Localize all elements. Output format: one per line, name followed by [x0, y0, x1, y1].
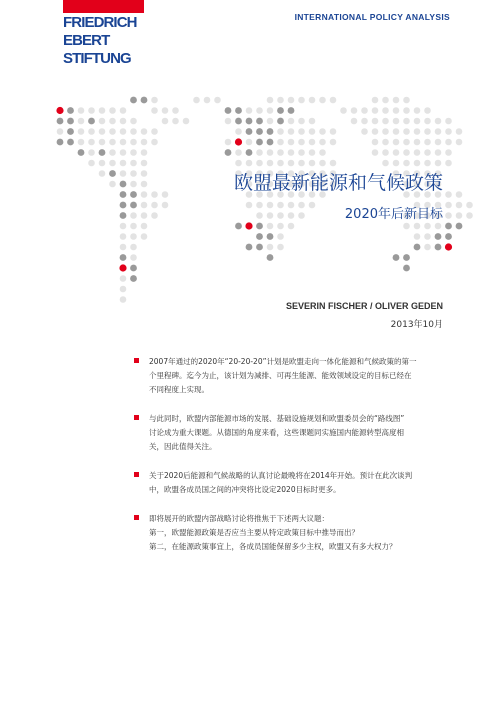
map-dot [245, 222, 252, 229]
map-dot [309, 118, 316, 125]
map-dot [119, 264, 126, 271]
map-dot [267, 244, 274, 251]
map-dot [319, 160, 326, 167]
map-dot [256, 139, 263, 146]
map-dot [67, 139, 74, 146]
map-dot [372, 107, 379, 114]
map-dot [424, 160, 431, 167]
document-subtitle: 2020年后新目标 [344, 207, 443, 222]
map-dot [277, 118, 284, 125]
map-dot [403, 160, 410, 167]
map-dot [382, 139, 389, 146]
map-dot [424, 233, 431, 240]
map-dot [88, 160, 95, 167]
map-dot [141, 212, 148, 219]
map-dot [88, 149, 95, 156]
map-dot [319, 97, 326, 104]
map-dot [298, 128, 305, 135]
map-dot [351, 118, 358, 125]
map-dot [246, 118, 253, 125]
map-dot [288, 118, 295, 125]
map-dot [151, 97, 158, 104]
map-dot [120, 128, 127, 135]
map-dot [99, 128, 106, 135]
map-dot [340, 107, 347, 114]
map-dot [67, 107, 74, 114]
map-dot [151, 139, 158, 146]
map-dot [351, 107, 358, 114]
map-dot [403, 128, 410, 135]
map-dot [372, 97, 379, 104]
map-dot [214, 97, 221, 104]
map-dot [330, 128, 337, 135]
map-dot [151, 212, 158, 219]
map-dot [382, 160, 389, 167]
map-dot [193, 97, 200, 104]
map-dot [424, 118, 431, 125]
map-dot [445, 223, 452, 230]
map-dot [130, 275, 137, 282]
map-dot [309, 97, 316, 104]
map-dot [109, 118, 116, 125]
map-dot [162, 107, 169, 114]
map-dot [99, 160, 106, 167]
map-dot [57, 128, 64, 135]
map-dot [141, 97, 148, 104]
map-dot [298, 139, 305, 146]
map-dot [288, 128, 295, 135]
map-dot [141, 223, 148, 230]
bullet-item [140, 512, 443, 554]
map-dot [267, 160, 274, 167]
map-dot [414, 160, 421, 167]
map-dot [435, 233, 442, 240]
map-dot [130, 170, 137, 177]
map-dot [466, 202, 473, 209]
publication-date: 2013年10月 [390, 320, 443, 330]
map-dot [267, 202, 274, 209]
map-dot [319, 128, 326, 135]
map-dot [382, 149, 389, 156]
map-dot [256, 128, 263, 135]
map-dot [88, 118, 95, 125]
map-dot [235, 128, 242, 135]
map-dot [424, 107, 431, 114]
map-dot [393, 160, 400, 167]
map-dot [267, 118, 274, 125]
map-dot [130, 212, 137, 219]
map-dot [456, 139, 463, 146]
map-dot [456, 128, 463, 135]
map-dot [456, 202, 463, 209]
map-dot [130, 128, 137, 135]
map-dot [120, 107, 127, 114]
map-dot [120, 160, 127, 167]
map-dot [414, 149, 421, 156]
map-dot [403, 139, 410, 146]
map-dot [130, 181, 137, 188]
map-dot [78, 107, 85, 114]
map-dot [141, 139, 148, 146]
map-dot [256, 118, 263, 125]
map-dot [435, 149, 442, 156]
map-dot [109, 128, 116, 135]
map-dot [162, 118, 169, 125]
map-dot [424, 139, 431, 146]
map-dot [372, 118, 379, 125]
map-dot [141, 170, 148, 177]
map-dot [330, 139, 337, 146]
map-dot [130, 265, 137, 272]
logo-line-3: STIFTUNG [63, 50, 131, 67]
map-dot [288, 97, 295, 104]
logo-line-2: EBERT [63, 32, 110, 49]
map-dot [298, 97, 305, 104]
map-dot [225, 139, 232, 146]
map-dot [382, 97, 389, 104]
map-dot [99, 139, 106, 146]
map-dot [120, 275, 127, 282]
map-dot [424, 128, 431, 135]
map-dot [414, 139, 421, 146]
bullet-text: 即将展开的欧盟内部战略讨论将推焦于下述两大议题： 第一，欧盟能源政策是否应当主要从特定政策目标中推导而出？ 第二，在能源政策事宜上，各成员国能保留多少主权，欧盟又有多大权力？ [149, 514, 397, 551]
map-dot [445, 202, 452, 209]
map-dot [162, 191, 169, 198]
map-dot [445, 139, 452, 146]
map-dot [88, 128, 95, 135]
map-dot [151, 202, 158, 209]
map-dot [309, 160, 316, 167]
map-dot [130, 244, 137, 251]
map-dot [288, 107, 295, 114]
map-dot [162, 202, 169, 209]
map-dot [246, 128, 253, 135]
map-dot [435, 160, 442, 167]
map-dot [319, 149, 326, 156]
map-dot [298, 160, 305, 167]
map-dot [78, 139, 85, 146]
map-dot [298, 202, 305, 209]
map-dot [393, 149, 400, 156]
map-dot [78, 118, 85, 125]
map-dot [67, 118, 74, 125]
map-dot [120, 223, 127, 230]
map-dot [393, 254, 400, 261]
bullet-item [140, 412, 443, 454]
map-dot [267, 128, 274, 135]
map-dot [256, 149, 263, 156]
map-dot [120, 118, 127, 125]
bullet-item [140, 469, 443, 497]
bullet-text: 2007年通过的2020年“20-20-20”计划是欧盟走向一体化能源和气候政策的第一 个里程碑。迄今为止，该计划为减排、可再生能源、能效领域设定的目标已经在 不同程度上实现。 [149, 357, 417, 394]
map-dot [67, 128, 74, 135]
map-dot [288, 139, 295, 146]
map-dot [372, 149, 379, 156]
map-dot [435, 128, 442, 135]
document-title: 欧盟最新能源和气候政策 [233, 172, 443, 194]
map-dot [246, 202, 253, 209]
authors: SEVERIN FISCHER / OLIVER GEDEN [285, 301, 443, 311]
map-dot [277, 233, 284, 240]
map-dot [130, 233, 137, 240]
map-dot [382, 118, 389, 125]
map-dot [235, 223, 242, 230]
map-dot [309, 202, 316, 209]
map-dot [99, 107, 106, 114]
map-dot [120, 254, 127, 261]
map-dot [141, 181, 148, 188]
map-dot [151, 191, 158, 198]
map-dot [435, 244, 442, 251]
map-dot [246, 149, 253, 156]
map-dot [288, 160, 295, 167]
map-dot [445, 243, 452, 250]
map-dot [57, 118, 64, 125]
map-dot [130, 254, 137, 261]
bullet-text: 关于2020后能源和气候战略的认真讨论最晚将在2014年开始。预计在此次谈判 中，欧盟各成员国之间的冲突将比设定2020目标时更多。 [149, 471, 413, 494]
map-dot [130, 139, 137, 146]
map-dot [256, 223, 263, 230]
map-dot [88, 139, 95, 146]
map-dot [372, 139, 379, 146]
map-dot [309, 128, 316, 135]
map-dot [403, 107, 410, 114]
map-dot [130, 118, 137, 125]
map-dot [277, 212, 284, 219]
map-dot [456, 223, 463, 230]
map-dot [424, 149, 431, 156]
map-dot [57, 139, 64, 146]
map-dot [130, 223, 137, 230]
map-dot [88, 107, 95, 114]
map-dot [120, 244, 127, 251]
bullet-item [140, 355, 443, 397]
map-dot [141, 149, 148, 156]
map-dot [141, 160, 148, 167]
map-dot [445, 212, 452, 219]
map-dot [403, 97, 410, 104]
map-dot [435, 139, 442, 146]
map-dot [109, 181, 116, 188]
map-dot [267, 233, 274, 240]
map-dot [109, 139, 116, 146]
map-dot [393, 118, 400, 125]
map-dot [141, 202, 148, 209]
map-dot [393, 107, 400, 114]
map-dot [78, 149, 85, 156]
map-dot [267, 212, 274, 219]
map-dot [277, 149, 284, 156]
map-dot [235, 138, 242, 145]
map-dot [256, 160, 263, 167]
map-dot [288, 149, 295, 156]
map-dot [246, 244, 253, 251]
map-dot [414, 128, 421, 135]
map-dot [109, 149, 116, 156]
map-dot [393, 97, 400, 104]
map-dot [141, 233, 148, 240]
map-dot [288, 212, 295, 219]
map-dot [445, 160, 452, 167]
map-dot [330, 160, 337, 167]
map-dot [256, 244, 263, 251]
map-dot [120, 149, 127, 156]
map-dot [172, 118, 179, 125]
map-dot [246, 139, 253, 146]
map-dot [277, 244, 284, 251]
map-dot [120, 212, 127, 219]
map-dot [309, 149, 316, 156]
map-dot [120, 296, 127, 303]
map-dot [151, 128, 158, 135]
map-dot [298, 118, 305, 125]
map-dot [120, 286, 127, 293]
map-dot [120, 233, 127, 240]
map-dot [403, 265, 410, 272]
map-dot [141, 191, 148, 198]
map-dot [277, 128, 284, 135]
map-dot [414, 118, 421, 125]
map-dot [403, 149, 410, 156]
map-dot [382, 107, 389, 114]
map-dot [445, 118, 452, 125]
map-dot [256, 212, 263, 219]
map-dot [277, 160, 284, 167]
map-dot [435, 118, 442, 125]
map-dot [372, 128, 379, 135]
map-dot [393, 128, 400, 135]
map-dot [414, 233, 421, 240]
map-dot [267, 107, 274, 114]
map-dot [277, 202, 284, 209]
map-dot [424, 223, 431, 230]
map-dot [225, 149, 232, 156]
map-dot [466, 212, 473, 219]
map-dot [130, 191, 137, 198]
bullet-marker [134, 415, 139, 420]
map-dot [456, 212, 463, 219]
map-dot [414, 244, 421, 251]
map-dot [361, 107, 368, 114]
map-dot [277, 107, 284, 114]
map-dot [403, 254, 410, 261]
map-dot [277, 223, 284, 230]
map-dot [361, 128, 368, 135]
map-dot [120, 181, 127, 188]
map-dot [130, 97, 137, 104]
map-dot [183, 118, 190, 125]
map-dot [445, 233, 452, 240]
map-dot [130, 160, 137, 167]
map-dot [235, 118, 242, 125]
map-dot [445, 128, 452, 135]
map-dot [120, 202, 127, 209]
map-dot [225, 118, 232, 125]
map-dot [109, 160, 116, 167]
map-dot [424, 244, 431, 251]
map-dot [456, 191, 463, 198]
map-dot [445, 149, 452, 156]
summary-bullets [140, 355, 443, 569]
map-dot [319, 139, 326, 146]
map-dot [256, 233, 263, 240]
map-dot [393, 139, 400, 146]
bullet-marker [134, 515, 139, 520]
map-dot [204, 97, 211, 104]
map-dot [330, 97, 337, 104]
map-dot [403, 118, 410, 125]
map-dot [267, 139, 274, 146]
map-dot [298, 212, 305, 219]
map-dot [403, 223, 410, 230]
map-dot [246, 107, 253, 114]
map-dot [99, 170, 106, 177]
map-dot [130, 202, 137, 209]
map-dot [435, 223, 442, 230]
map-dot [256, 202, 263, 209]
map-dot [151, 107, 158, 114]
map-dot [288, 223, 295, 230]
map-dot [99, 149, 106, 156]
map-dot [445, 191, 452, 198]
map-dot [172, 107, 179, 114]
map-dot [382, 128, 389, 135]
bullet-marker [134, 358, 139, 363]
map-dot [246, 160, 253, 167]
map-dot [56, 107, 63, 114]
bullet-marker [134, 472, 139, 477]
map-dot [109, 107, 116, 114]
map-dot [120, 191, 127, 198]
map-dot [99, 118, 106, 125]
map-dot [414, 223, 421, 230]
map-dot [361, 118, 368, 125]
map-dot [309, 139, 316, 146]
map-dot [235, 160, 242, 167]
map-dot [256, 107, 263, 114]
map-dot [414, 107, 421, 114]
map-dot [225, 107, 232, 114]
map-dot [267, 97, 274, 104]
map-dot [120, 170, 127, 177]
map-dot [235, 107, 242, 114]
map-dot [267, 223, 274, 230]
map-dot [267, 149, 274, 156]
map-dot [288, 202, 295, 209]
map-dot [267, 254, 274, 261]
map-dot [235, 149, 242, 156]
map-dot [277, 139, 284, 146]
map-dot [277, 97, 284, 104]
map-dot [130, 149, 137, 156]
logo-line-1: FRIEDRICH [63, 14, 137, 31]
map-dot [120, 139, 127, 146]
map-dot [109, 170, 116, 177]
map-dot [141, 128, 148, 135]
map-dot [78, 128, 85, 135]
map-dot [298, 149, 305, 156]
bullet-text: 与此同时，欧盟内部能源市场的发展、基础设施规划和欧盟委员会的“路线图” 讨论成为重大课题。从德国的角度来看，这些课题同实施国内能源转型高度相 关，因此值得关注。 [149, 414, 405, 451]
series-label: INTERNATIONAL POLICY ANALYSIS [294, 12, 450, 22]
